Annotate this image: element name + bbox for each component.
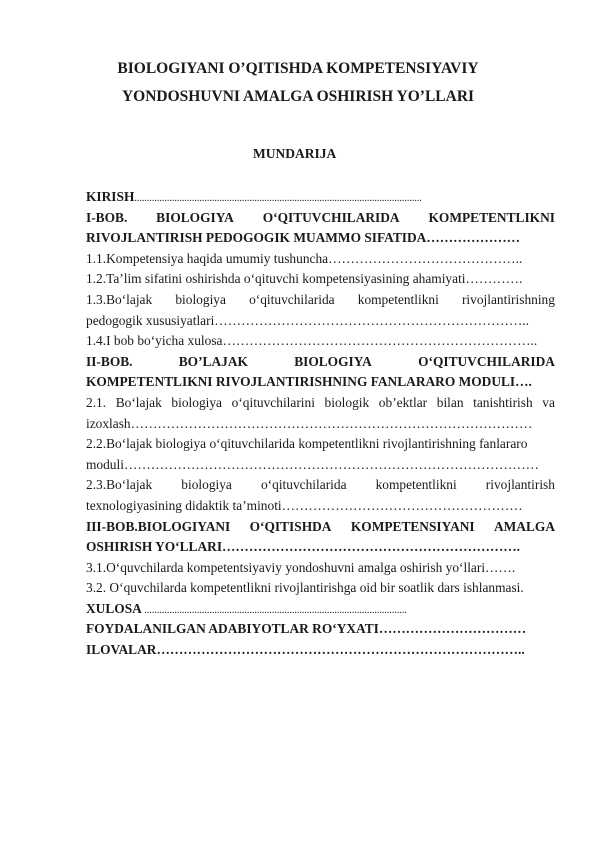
- toc-entry-chapter-2[interactable]: [86, 352, 555, 373]
- toc-word: va: [542, 394, 555, 410]
- toc-word: 2.3.Bo‘lajak: [86, 477, 153, 493]
- contents-heading: MUNDARIJA: [253, 146, 337, 161]
- toc-entry-3-2[interactable]: 3.2. O‘quvchilarda kompetentlikni rivojlantirishga oid bir soatlik dars ishlanmasi.: [86, 580, 524, 596]
- toc-conclusion-leader: .........................................................................................................: [141, 604, 407, 616]
- toc-word: I-BOB.: [86, 209, 128, 225]
- toc-word: O‘QITISHDA: [249, 518, 332, 534]
- toc-entry-3-1[interactable]: 3.1.O‘quvchilarda kompetentsiyaviy yondoshuvni amalga oshirish yo‘llari…….: [86, 559, 516, 575]
- toc-word: kompetentlikni: [357, 291, 439, 307]
- toc-word: KOMPETENTLIKNI: [428, 209, 555, 225]
- toc-word: BO’LAJAK: [178, 353, 248, 369]
- toc-word: biologiya: [175, 291, 226, 307]
- toc-word: biologiya: [181, 477, 232, 493]
- table-of-contents: [86, 187, 555, 661]
- toc-entry-2-1[interactable]: [86, 393, 555, 414]
- toc-word: BIOLOGIYA: [294, 353, 372, 369]
- toc-entry-chapter-3-cont[interactable]: OSHIRISH YO‘LLARI………………………………………………………….: [86, 539, 520, 555]
- toc-word: o‘qituvchilarida: [260, 477, 347, 493]
- toc-word: kompetentlikni: [375, 477, 457, 493]
- toc-word: 1.3.Bo‘lajak: [86, 291, 153, 307]
- toc-word: biologiya: [171, 394, 223, 410]
- toc-intro-label: KIRISH: [86, 189, 135, 204]
- toc-entry-chapter-1-cont[interactable]: RIVOJLANTIRISH PEDOGOGIK MUAMMO SIFATIDA…………………: [86, 230, 521, 246]
- toc-word: III-BOB.BIOLOGIYANI: [86, 518, 231, 534]
- toc-entry-2-3-cont[interactable]: texnologiyasining didaktik ta’minoti………………………………………………: [86, 497, 523, 513]
- toc-entry-1-3[interactable]: [86, 290, 555, 311]
- toc-word: Bo‘lajak: [115, 394, 162, 410]
- toc-entry-2-2[interactable]: 2.2.Bo‘lajak biologiya o‘qituvchilarida kompetentlikni rivojlantirishning fanlararo: [86, 436, 528, 452]
- toc-word: KOMPETENSIYANI: [350, 518, 475, 534]
- toc-intro-leader: ...................................................................................................................: [134, 193, 422, 204]
- toc-entry-chapter-3[interactable]: [86, 517, 555, 538]
- document-title-line-1: BIOLOGIYANI O’QITISHDA KOMPETENSIYAVIY: [117, 60, 479, 77]
- toc-entry-chapter-2-cont[interactable]: KOMPETENTLIKNI RIVOJLANTIRISHNING FANLARARO MODULI….: [86, 374, 532, 390]
- toc-conclusion-label: XULOSA: [86, 600, 142, 616]
- toc-word: bilan: [436, 394, 464, 410]
- toc-word: O‘QITUVCHILARIDA: [262, 209, 400, 225]
- toc-word: o‘qituvchilarida: [249, 291, 335, 307]
- toc-entry-2-3[interactable]: [86, 475, 555, 496]
- toc-entry-1-1[interactable]: 1.1.Kompetensiya haqida umumiy tushuncha……………………………………..: [86, 250, 523, 266]
- toc-word: AMALGA: [494, 518, 555, 534]
- document-title-line-2: YONDOSHUVNI AMALGA OSHIRISH YO’LLARI: [121, 88, 475, 105]
- toc-word: biologik: [324, 394, 370, 410]
- toc-word: o‘qituvchilarini: [231, 394, 315, 410]
- toc-word: II-BOB.: [86, 353, 133, 369]
- toc-word: ob’ektlar: [378, 394, 428, 410]
- toc-word: rivojlantirishning: [461, 291, 555, 307]
- toc-entry-1-4[interactable]: 1.4.I bob bo‘yicha xulosa……………………………………………………………..: [86, 333, 538, 349]
- toc-word: 2.1.: [86, 394, 107, 410]
- toc-entry-appendix[interactable]: ILOVALAR………………………………………………………………………..: [86, 642, 525, 658]
- toc-entry-chapter-1[interactable]: [86, 208, 555, 229]
- toc-entry-references[interactable]: FOYDALANILGAN ADABIYOTLAR RO‘YXATI……………………………: [86, 621, 527, 637]
- toc-entry-2-1-cont[interactable]: izoxlash………………………………………………………………………………: [86, 415, 533, 431]
- toc-entry-intro[interactable]: [86, 187, 555, 208]
- toc-word: O‘QITUVCHILARIDA: [418, 353, 555, 369]
- toc-word: BIOLOGIYA: [156, 209, 234, 225]
- toc-entry-conclusion[interactable]: [86, 599, 555, 620]
- toc-entry-1-2[interactable]: 1.2.Ta’lim sifatini oshirishda o‘qituvchi kompetensiyasining ahamiyati………….: [86, 271, 523, 287]
- toc-entry-1-3-cont[interactable]: pedogogik xususiyatlari……………………………………………………………..: [86, 312, 529, 328]
- toc-word: rivojlantirish: [485, 477, 555, 493]
- toc-entry-2-2-cont[interactable]: moduli…………………………………………………………………………………: [86, 456, 540, 472]
- toc-word: tanishtirish: [473, 394, 533, 410]
